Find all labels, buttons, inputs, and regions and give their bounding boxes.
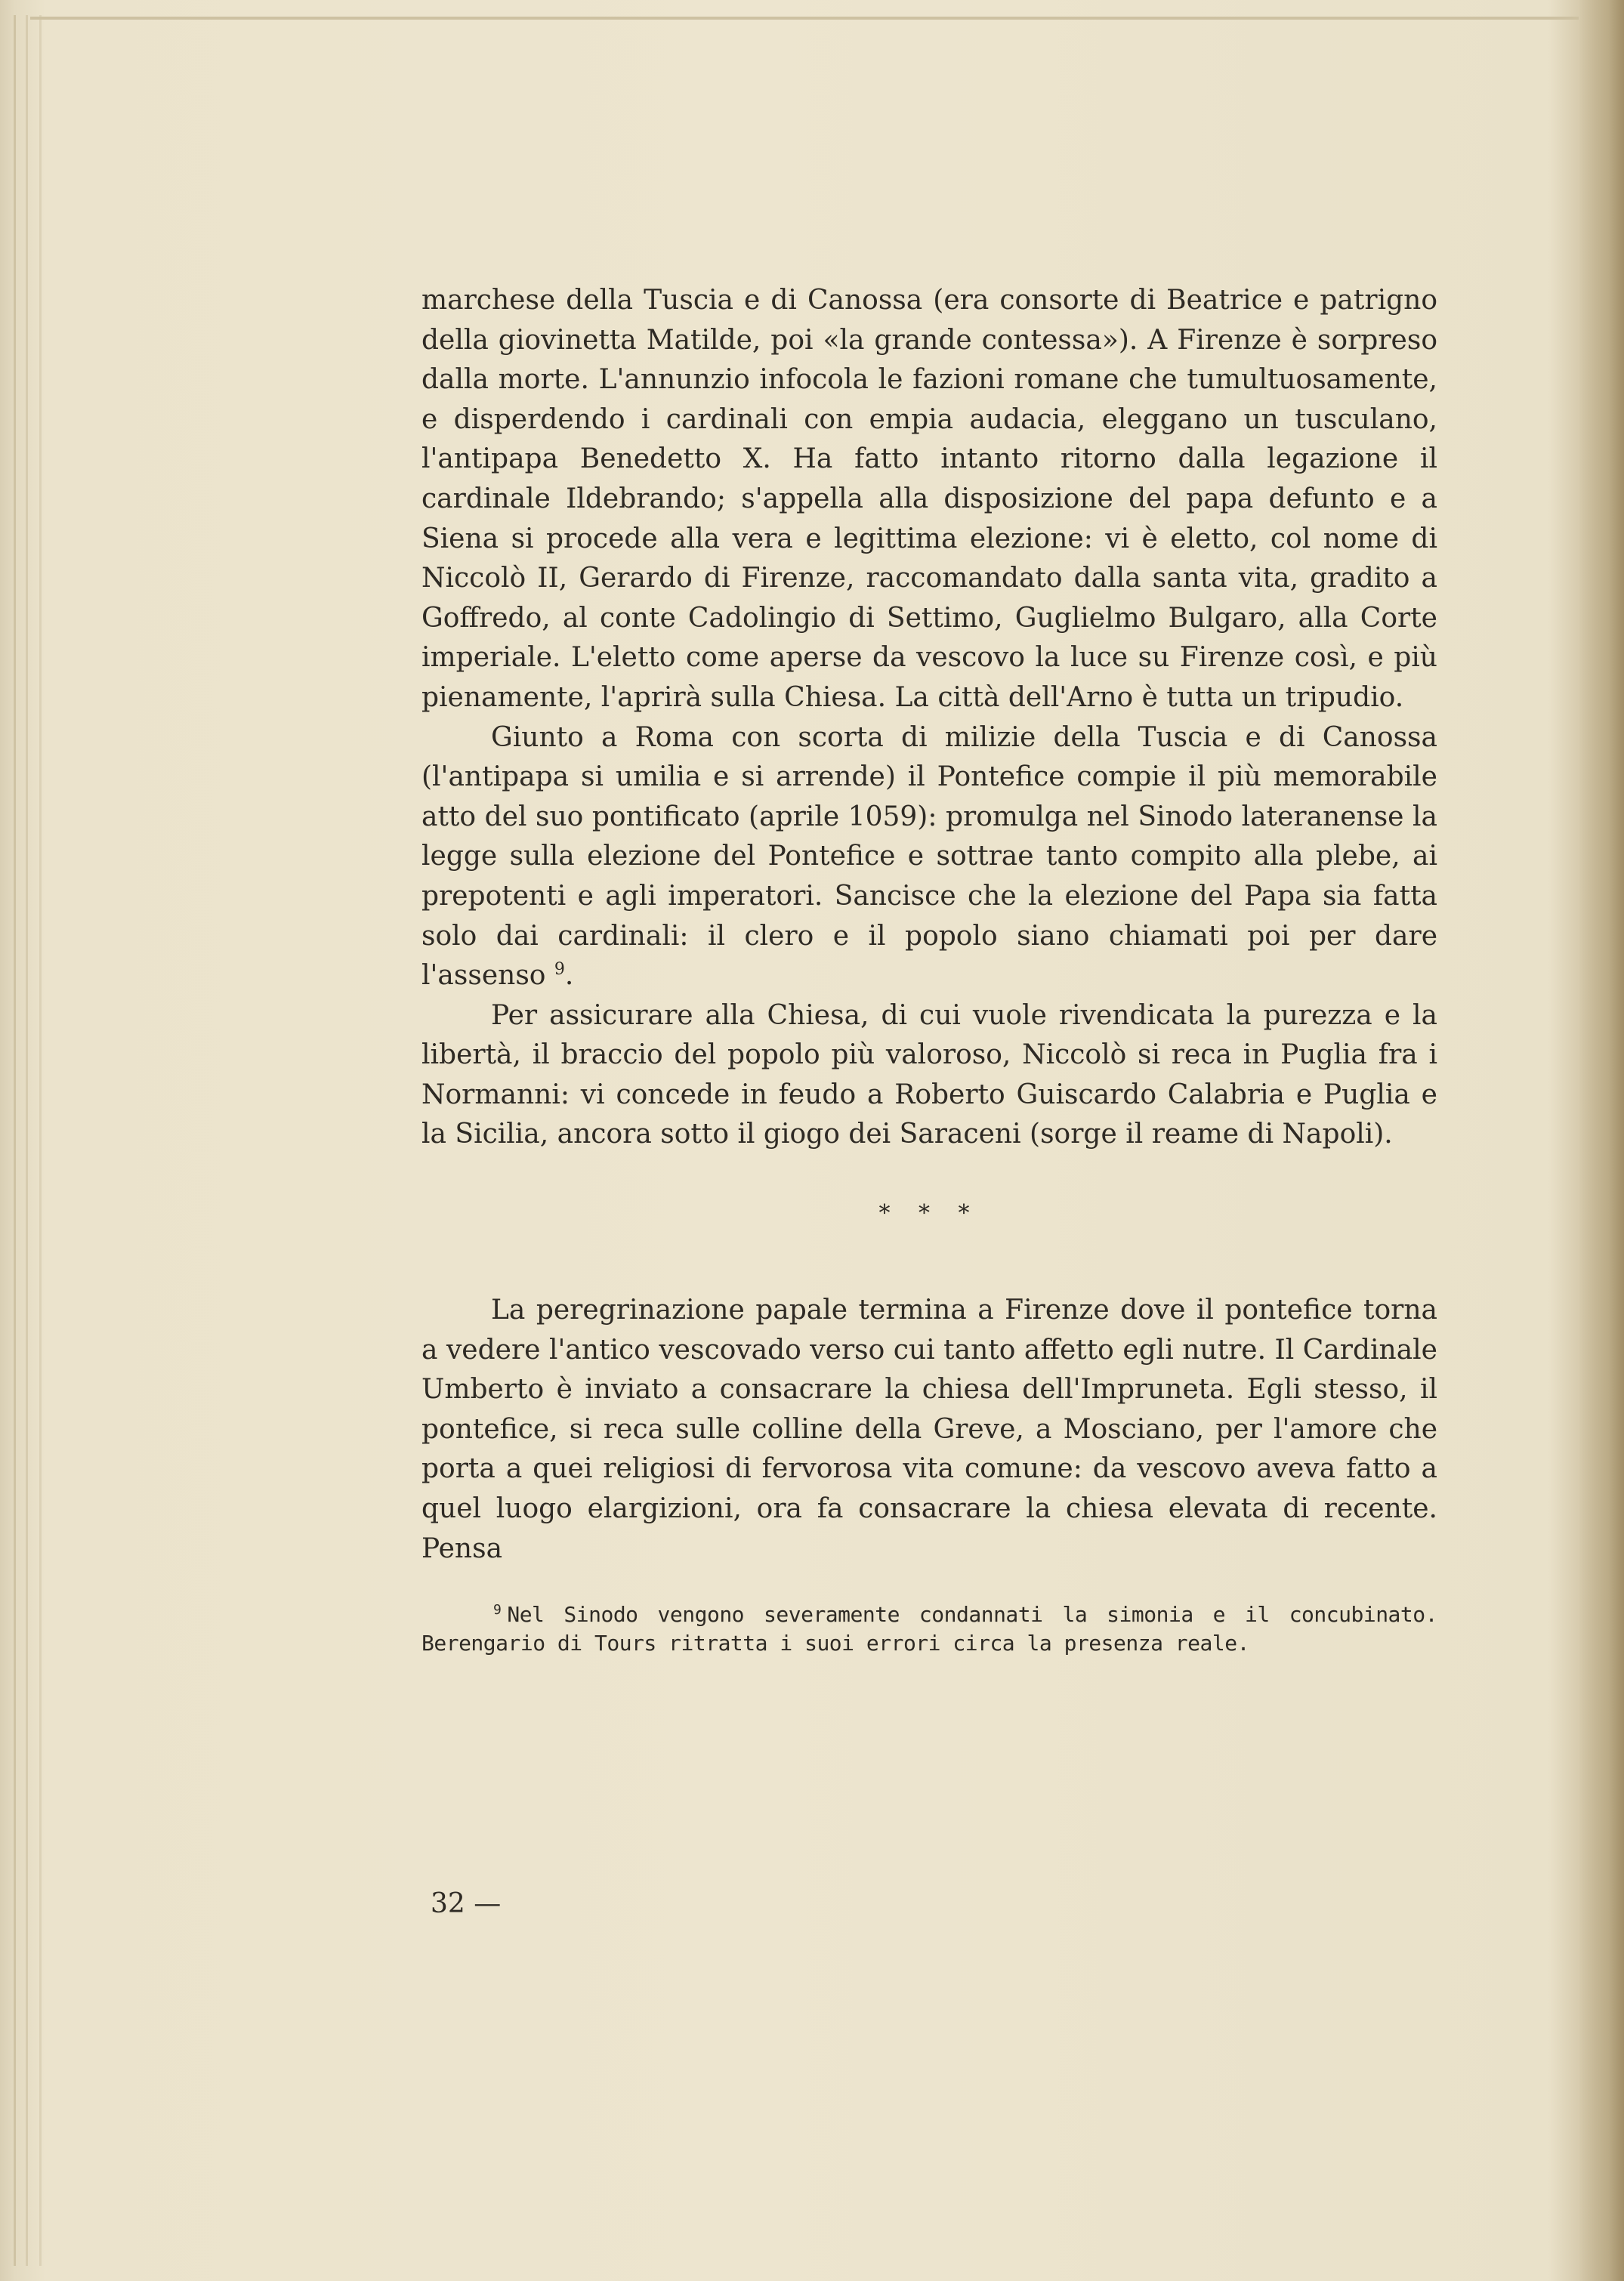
page-edge [26,15,28,2266]
footnote [421,1600,1437,1658]
footnote-reference: 9 [554,960,565,980]
top-page-edge [30,17,1579,20]
page-edge [14,15,16,2266]
paragraph-3: Per assicurare alla Chiesa, di cui vuole rivendicata la purezza e la libertà, il braccio del popolo più valoroso, Niccolò si reca in Puglia fra i Normanni: vi concede in feudo a Roberto Guiscardo Calabria e Puglia e la Sicilia, ancora sotto il giogo dei Saraceni (sorge il reame di Napoli). [421,999,1437,1150]
paragraph-4: La peregrinazione papale termina a Firenze dove il pontefice torna a vedere l'antico vescovado verso cui tanto affetto egli nutre. Il Cardinale Umberto è inviato a consacrare la chiesa dell'Impruneta. Egli stesso, il pontefice, si reca sulle colline della Greve, a Mosciano, per l'amore che porta a quei religiosi di fervorosa vita comune: da vescovo aveva fatto a quel luogo elargizioni, ora fa consacrare la chiesa elevata di recente. Pensa [421,1295,1437,1564]
footnote-mark: 9 [493,1601,502,1618]
paragraph-2: Giunto a Roma con scorta di milizie della Tuscia e di Canossa (l'antipapa si umilia e si arrende) il Pontefice compie il più memorabile atto del suo pontificato (aprile 1059): promulga nel Sinodo lateranense la legge sulla elezione del Pontefice e sottrae tanto compito alla plebe, ai prepotenti e agli imperatori. Sancisce che la elezione del Papa sia fatta solo dai cardinali: il clero e il popolo siano chiamati poi per dare l'assenso $^9$. [421,721,1437,992]
page-edge [39,15,42,2266]
footnote-text: Nel Sinodo vengono severamente condannati la simonia e il concubinato. Berengario di Tours ritratta i suoi errori circa la presenza reale. [421,1602,1437,1656]
section-separator: * * * [878,1200,980,1227]
body-text [421,281,1437,1679]
paragraph-1: marchese della Tuscia e di Canossa (era consorte di Beatrice e patrigno della giovinetta Matilde, poi «la grande contessa»). A Firenze è sorpreso dalla morte. L'annunzio infocola le fazioni romane che tumultuosamente, e disperdendo i cardinali con empia audacia, eleggano un tusculano, l'antipapa Benedetto X. Ha fatto intanto ritorno dalla legazione il cardinale Ildebrando; s'appella alla disposizione del papa defunto e a Siena si procede alla vera e legittima elezione: vi è eletto, col nome di Niccolò II, Gerardo di Firenze, raccomandato dalla santa vita, gradito a Goffredo, al conte Cadolingio di Settimo, Guglielmo Bulgaro, alla Corte imperiale. L'eletto come aperse da vescovo la luce su Firenze così, e più pienamente, l'aprirà sulla Chiesa. La città dell'Arno è tutta un tripudio. [421,285,1437,713]
page-number: 32 — [431,1888,502,1919]
binding-shadow [1579,0,1624,2281]
paragraph-2-text: Giunto a Roma con scorta di milizie della Tuscia e di Canossa (l'antipapa si umilia e si arrende) il Pontefice compie il più memorabile atto del suo pontificato (aprile 1059): promulga nel Sinodo lateranense la legge sulla elezione del Pontefice e sottrae tanto compito alla plebe, ai prepotenti e agli imperatori. Sancisce che la elezione del Papa sia fatta solo dai cardinali: il clero e il popolo siano chiamati poi per dare l'assenso [421,721,1437,992]
